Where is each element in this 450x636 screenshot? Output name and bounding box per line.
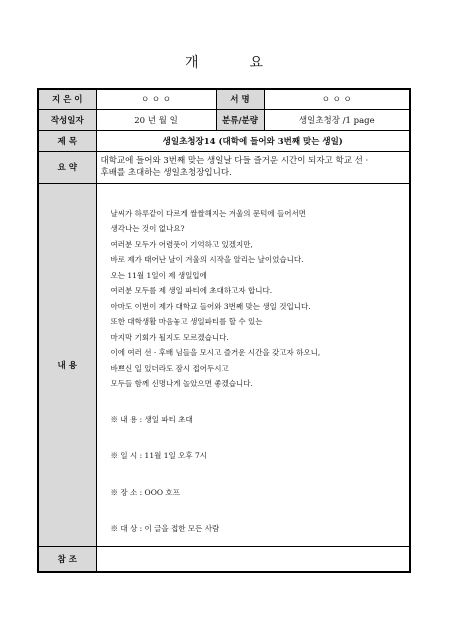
summary-line: 대학교에 들어와 3번째 맞는 생일날 다들 즐거운 시간이 되자고 학교 선 · [100, 156, 369, 166]
date-value: 20 년 월 일 [96, 109, 216, 130]
info-line: ※ 일 시 : 11월 1일 오후 7시 [110, 451, 208, 460]
summary-label: 요 약 [38, 151, 96, 183]
content-line: 이에 여러 선 · 후배 님들을 모시고 즐거운 시간을 갖고자 하오니, [110, 348, 321, 357]
reference-row [38, 546, 410, 572]
content-line: 생각나는 것이 없나요? [110, 224, 185, 233]
document-title [0, 52, 450, 72]
info-line: ※ 내 용 : 생일 파티 초대 [110, 414, 193, 424]
content-body [96, 183, 410, 546]
author-row [38, 89, 410, 109]
content-line: 바로 제가 태어난 날이 겨울의 시작을 알리는 날이었습니다. [110, 255, 304, 264]
subject-value: 생일초청장14 (대학에 들어와 3번째 맞는 생일) [96, 130, 410, 151]
date-label: 작성일자 [38, 109, 96, 130]
author-value: ㅇ ㅇ ㅇ [96, 89, 216, 109]
content-line: 또한 대학생활 마음놓고 생일파티를 할 수 있는 [110, 317, 263, 326]
document-title-char: 개 [185, 55, 201, 71]
document-table [37, 88, 411, 573]
summary-row [38, 151, 410, 183]
sign-label: 서 명 [216, 89, 264, 109]
content-line: 날씨가 하루같이 다르게 쌀쌀해지는 겨울의 문턱에 들어서면 [110, 208, 306, 218]
content-line: 여러분 모두를 제 생일 파티에 초대하고자 합니다. [110, 286, 273, 295]
reference-label: 참 조 [38, 546, 96, 572]
content-line: 모두들 함께 신명나게 놀았으면 좋겠습니다. [110, 379, 253, 388]
content-line: 오는 11월 1일이 제 생일입에 [110, 270, 207, 280]
summary-line: 후배를 초대하는 생일초청장입니다. [100, 168, 232, 178]
author-label: 지 은 이 [38, 89, 96, 109]
info-line: ※ 장 소 : OOO 호프 [110, 487, 180, 497]
content-label: 내 용 [38, 183, 96, 546]
document-title-char: 요 [249, 55, 265, 71]
content-line: 바쁘신 일 있더라도 잠시 접어두시고 [110, 363, 229, 373]
reference-value [96, 546, 410, 572]
content-line: 여러분 모두가 어렴풋이 기억하고 있겠지만, [110, 239, 253, 249]
info-line: ※ 대 상 : 이 글을 접한 모든 사람 [110, 524, 220, 533]
content-row [38, 183, 410, 546]
subject-label: 제 목 [38, 130, 96, 151]
category-label: 분류/분량 [216, 109, 264, 130]
content-line: 아마도 이번이 제가 대학교 들어와 3번째 맞는 생일 것입니다. [110, 301, 311, 311]
category-value: 생일초청장 /1 page [264, 109, 410, 130]
summary-text [96, 151, 410, 183]
sign-value: ㅇ ㅇ ㅇ [264, 89, 410, 109]
subject-row [38, 130, 410, 151]
content-line: 마지막 기회가 될지도 모르겠습니다. [110, 332, 229, 342]
date-row [38, 109, 410, 130]
